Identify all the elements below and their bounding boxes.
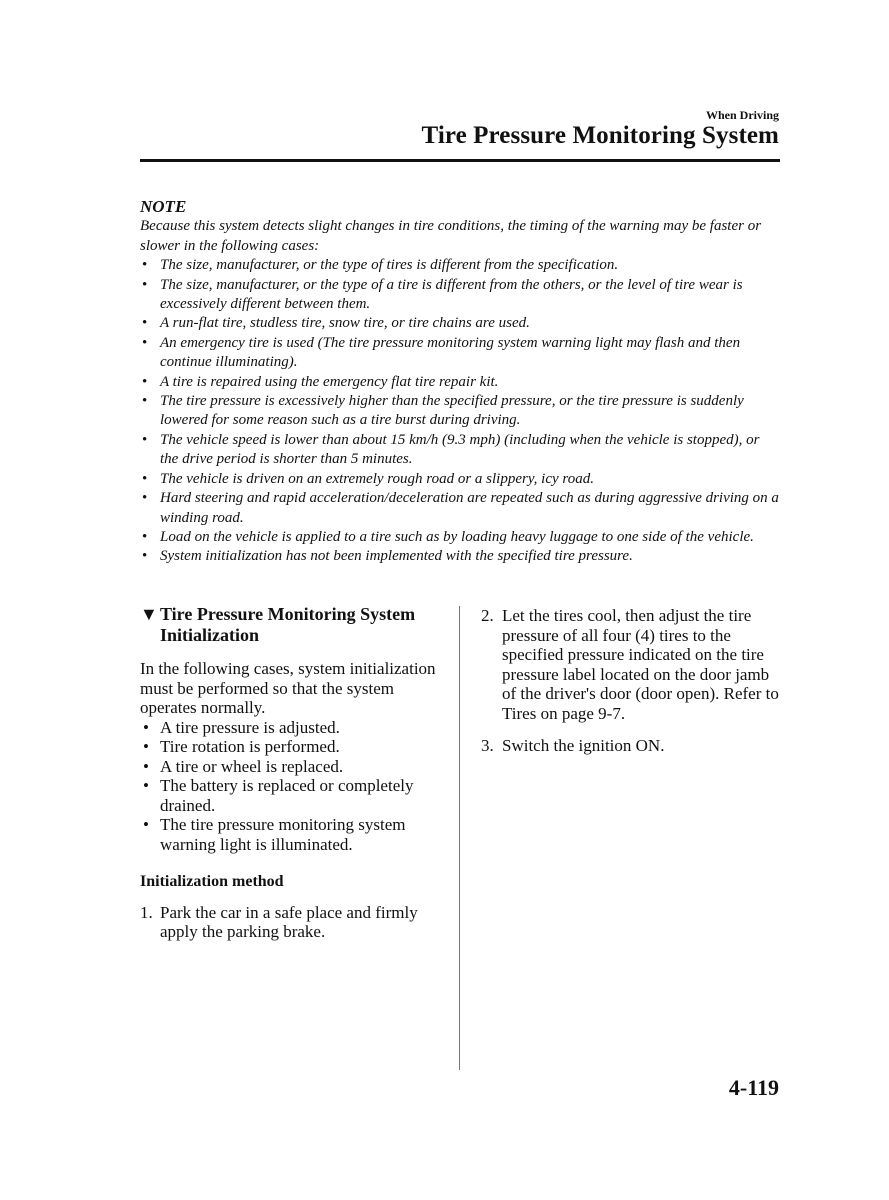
list-item: • Tire rotation is performed. <box>140 737 440 757</box>
list-item: • The tire pressure monitoring system warning light is illuminated. <box>140 815 440 854</box>
page-title: Tire Pressure Monitoring System <box>421 122 779 149</box>
step-number: 3. <box>481 736 494 755</box>
note-item: • The size, manufacturer, or the type of tires is different from the specification. <box>140 256 780 275</box>
step-text: Park the car in a safe place and firmly apply the parking brake. <box>160 902 418 941</box>
list-item: • The battery is replaced or completely drained. <box>140 776 440 815</box>
note-item: • The size, manufacturer, or the type of a tire is different from the others, or the level of tire wear is excessively different between them. <box>140 276 780 315</box>
steps-list-right <box>481 606 781 756</box>
method-title: Initialization method <box>140 873 284 890</box>
note-item: • The vehicle is driven on an extremely rough road or a slippery, icy road. <box>140 470 780 489</box>
section-title: Tire Pressure Monitoring System Initialization <box>160 604 416 645</box>
section-heading <box>140 604 440 646</box>
header-rule <box>140 159 780 162</box>
step-number: 1. <box>140 902 153 922</box>
step-item <box>140 903 440 942</box>
note-intro: Because this system detects slight changes in tire conditions, the timing of the warning may be faster or slower in the following cases: <box>140 218 762 254</box>
note-item: • System initialization has not been implemented with the specified tire pressure. <box>140 547 780 566</box>
header-section-label: When Driving <box>705 108 779 122</box>
note-item: • A tire is repaired using the emergency flat tire repair kit. <box>140 373 780 392</box>
step-text: Switch the ignition ON. <box>502 736 665 755</box>
note-item: • The vehicle speed is lower than about 15 km/h (9.3 mph) (including when the vehicle is stopped), or the drive period is shorter than 5 minutes. <box>140 431 780 470</box>
section-intro: In the following cases, system initialization must be performed so that the system operates normally. <box>140 659 436 717</box>
left-column <box>140 604 440 942</box>
note-item: • Load on the vehicle is applied to a tire such as by loading heavy luggage to one side of the vehicle. <box>140 528 780 547</box>
step-item <box>481 736 781 756</box>
steps-list-left <box>140 903 440 942</box>
note-item: • The tire pressure is excessively higher than the specified pressure, or the tire pressure is suddenly lowered for some reason such as a tire burst during driving. <box>140 392 780 431</box>
note-item: • Hard steering and rapid acceleration/deceleration are repeated such as during aggressive driving on a winding road. <box>140 489 780 528</box>
right-column <box>481 606 781 769</box>
column-divider <box>459 606 460 1070</box>
list-item: • A tire or wheel is replaced. <box>140 757 440 777</box>
step-number: 2. <box>481 606 494 625</box>
note-item: • A run-flat tire, studless tire, snow tire, or tire chains are used. <box>140 314 780 333</box>
note-list <box>140 256 780 567</box>
list-item: • A tire pressure is adjusted. <box>140 718 440 738</box>
note-item: • An emergency tire is used (The tire pressure monitoring system warning light may flash and then continue illuminating). <box>140 334 780 373</box>
step-item <box>481 606 781 723</box>
triangle-down-icon: ▼ <box>140 604 158 624</box>
page-number: 4-119 <box>728 1075 779 1100</box>
note-box <box>140 197 780 567</box>
step-text: Let the tires cool, then adjust the tire pressure of all four (4) tires to the specified pressure indicated on the tire pressure label located on the door jamb of the driver's door (door open). Refer to Tires on page 9-7. <box>502 606 779 723</box>
initialization-cases-list <box>140 718 440 855</box>
note-title: NOTE <box>140 197 187 216</box>
